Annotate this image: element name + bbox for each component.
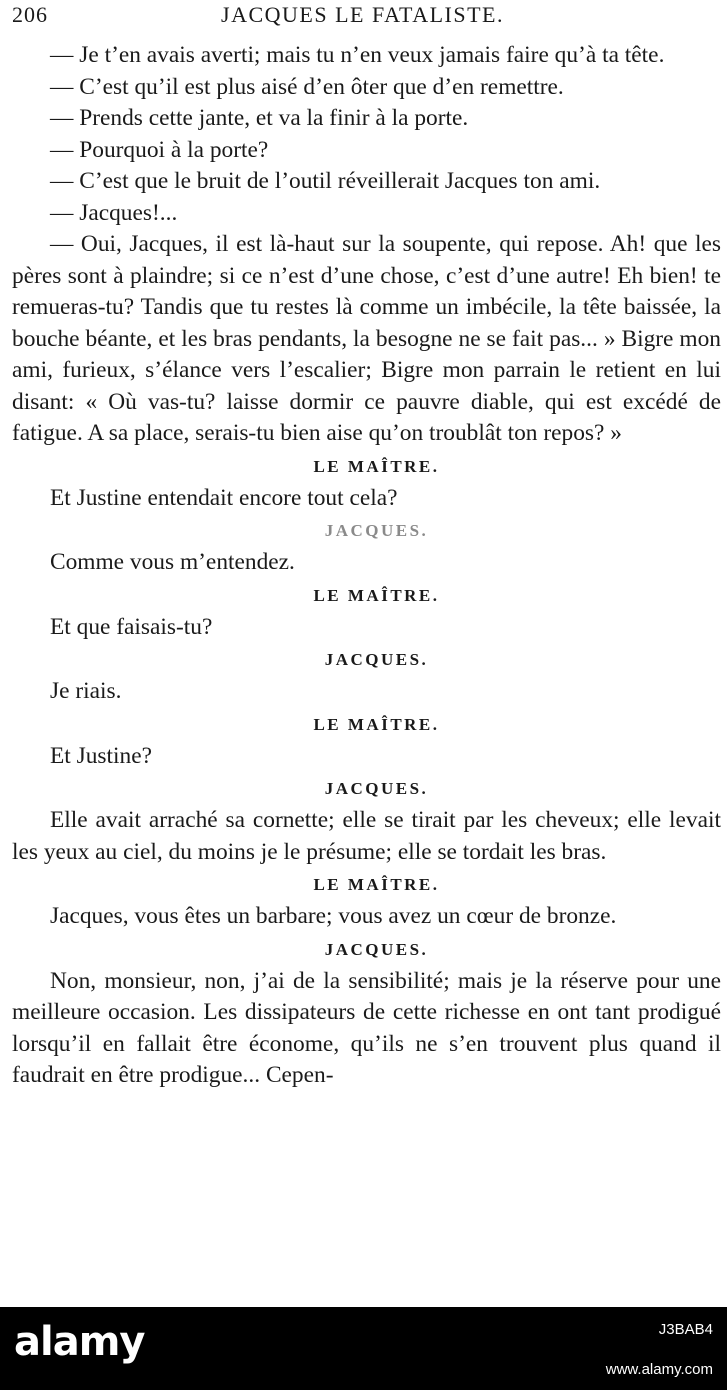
speaker-heading: LE MAÎTRE. [313,585,440,605]
page-header [12,2,713,32]
alamy-logo: alamy [14,1319,145,1365]
speaker-heading: JACQUES. [324,521,429,540]
dialogue-line: — C’est qu’il est plus aisé d’en ôter que d’en remettre. [50,73,564,100]
dialogue-line: — Je t’en avais averti; mais tu n’en veux jamais faire qu’à ta tête. [50,42,665,68]
dialogue-line: Et Justine entendait encore tout cela? [50,484,398,511]
stock-url: www.alamy.com [605,1361,713,1378]
dialogue-line: — Prends cette jante, et va la finir à la porte. [50,105,469,131]
watermark-banner [0,1307,727,1390]
page-number: 206 [12,2,48,27]
speaker-heading: LE MAÎTRE. [313,456,440,476]
dialogue-paragraph: Elle avait arraché sa cornette; elle se tirait par les cheveux; elle levait les yeux au ciel, du moins je le présume; elle se tordait les bras. [12,807,721,865]
running-title: JACQUES LE FATALISTE. [221,2,504,27]
speaker-heading: JACQUES. [324,779,429,798]
dialogue-paragraph: — Oui, Jacques, il est là-haut sur la soupente, qui repose. Ah! que les pères sont à plaindre; si ce n’est d’une chose, c’est d’une autre! Eh bien! te remueras-tu? Tandis que tu restes là comme un imbécile, la tête baissée, la bouche béante, et les bras pendants, la besogne ne se fait pas... » Bigre mon ami, furieux, s’élance vers l’escalier; Bigre mon parrain le retient en lui disant: « Où vas-tu? laisse dormir ce pauvre diable, qui est excédé de fatigue. A sa place, serais-tu bien aise qu’on troublât ton repos? » [12,231,721,446]
speaker-heading: LE MAÎTRE. [313,875,440,894]
stock-image-id: J3BAB4 [658,1321,713,1338]
dialogue-line: — C’est que le bruit de l’outil réveillerait Jacques ton ami. [50,168,601,194]
dialogue-line: Et que faisais-tu? [50,613,213,640]
dialogue-line: Et Justine? [50,742,152,769]
speaker-heading: JACQUES. [324,939,429,959]
dialogue-line: Comme vous m’entendez. [50,549,295,575]
page-body [12,40,721,1092]
dialogue-line: — Jacques!... [50,199,178,226]
dialogue-line: — Pourquoi à la porte? [50,136,269,163]
speaker-heading: JACQUES. [324,650,429,669]
dialogue-paragraph: Non, monsieur, non, j’ai de la sensibilité; mais je la réserve pour une meilleure occasion. Les dissipateurs de cette richesse en ont tant prodigué lorsqu’il en fallait être économe, qu’ils ne s’en trouvent plus quand il faudrait en être prodigue... Cepen- [12,967,721,1088]
speaker-heading: LE MAÎTRE. [313,714,440,734]
dialogue-line: Je riais. [50,678,122,704]
dialogue-paragraph: Jacques, vous êtes un barbare; vous avez un cœur de bronze. [50,903,617,929]
